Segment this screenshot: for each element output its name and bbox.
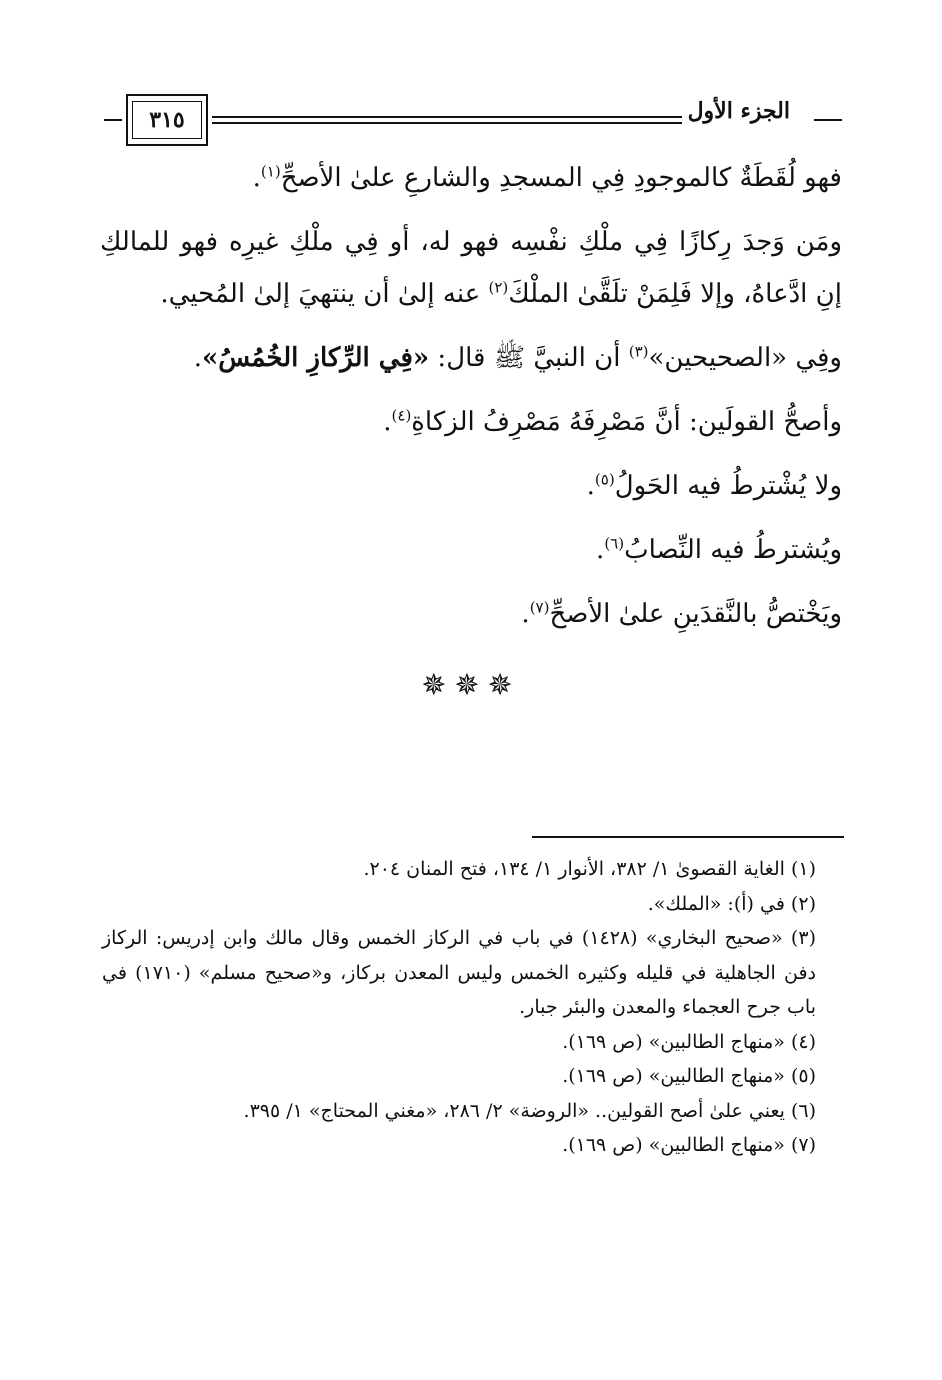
paragraph-3: وفِي «الصحيحين»$^{(٣)}$ أن النبيَّ ﷺ قال: «فِي الرِّكازِ الخُمُسُ». xyxy=(193,342,842,373)
header-rule-left xyxy=(104,119,122,121)
page-number: ٣١٥ xyxy=(132,101,202,139)
footnote-ref-6: (٦) xyxy=(604,534,625,553)
footnote-2: (٢) في (أ): «الملك». xyxy=(647,892,816,915)
running-header xyxy=(104,94,842,150)
footnote-ref-4: (٤) xyxy=(391,406,412,425)
paragraph-2: ومَن وَجدَ رِكازًا فِي ملْكِ نفْسِه فهو له، أو فِي ملْكِ غيرِه فهو للمالكِ إنِ ادَّعاهُ، وإلا فَلِمَنْ تلَقَّىٰ الملْكَ$^{(٢)}$ عنه إلىٰ أن ينتهيَ إلىٰ المُحيي. xyxy=(100,227,842,309)
footnote-7: (٧) «منهاج الطالبين» (ص ١٦٩). xyxy=(562,1134,816,1156)
header-rule-bottom xyxy=(212,122,682,124)
footnote-1: (١) الغاية القصوىٰ ١/ ٣٨٢، الأنوار ١/ ١٣٤، فتح المنان ٢٠٤. xyxy=(363,858,816,880)
hadith-quote: «فِي الرِّكازِ الخُمُسُ» xyxy=(202,343,430,373)
paragraph-1: فهو لُقَطَةٌ كالموجودِ فِي المسجدِ والشارعِ علىٰ الأصحِّ$^{(١)}$. xyxy=(252,162,842,193)
page-number-box xyxy=(126,94,208,146)
paragraph-5: ولا يُشْترطُ فيه الحَولُ$^{(٥)}$. xyxy=(586,470,842,501)
footnote-6: (٦) يعني علىٰ أصح القولين.. «الروضة» ٢/ ٢٨٦، «مغني المحتاج» ١/ ٣٩٥. xyxy=(243,1099,816,1122)
paragraph-4: وأصحُّ القولَين: أنَّ مَصْرِفَهُ مَصْرِفُ الزكاةِ$^{(٤)}$. xyxy=(383,406,842,437)
chapter-title: الجزء الأول xyxy=(687,98,790,124)
footnote-separator xyxy=(532,836,844,838)
section-ornament-icon: ✵✵✵ xyxy=(421,668,521,703)
footnotes xyxy=(102,852,842,1163)
footnote-ref-7: (٧) xyxy=(529,598,550,617)
footnote-ref-5: (٥) xyxy=(594,470,615,489)
footnote-5: (٥) «منهاج الطالبين» (ص ١٦٩). xyxy=(562,1065,816,1087)
footnote-4: (٤) «منهاج الطالبين» (ص ١٦٩). xyxy=(562,1030,816,1053)
footnote-ref-1: (١) xyxy=(260,162,281,181)
paragraph-7: ويَخْتصُّ بالنَّقدَينِ علىٰ الأصحِّ$^{(٧)}$. xyxy=(521,598,842,629)
main-text xyxy=(100,152,842,640)
footnote-3: (٣) «صحيح البخاري» (١٤٢٨) في باب في الركاز الخمس وقال مالك وابن إدريس: الركاز دفن الجاهلية في قليله وكثيره الخمس وليس المعدن بركاز، و«صحيح مسلم» (١٧١٠) في باب جرح العجماء والمعدن والبئر جبار. xyxy=(102,927,817,1018)
footnote-ref-2: (٢) xyxy=(488,278,509,297)
header-rule-top xyxy=(212,116,682,118)
footnote-ref-3: (٣) xyxy=(628,342,649,361)
header-rule-right xyxy=(814,119,842,121)
paragraph-6: ويُشترطُ فيه النِّصابُ$^{(٦)}$. xyxy=(596,534,842,565)
